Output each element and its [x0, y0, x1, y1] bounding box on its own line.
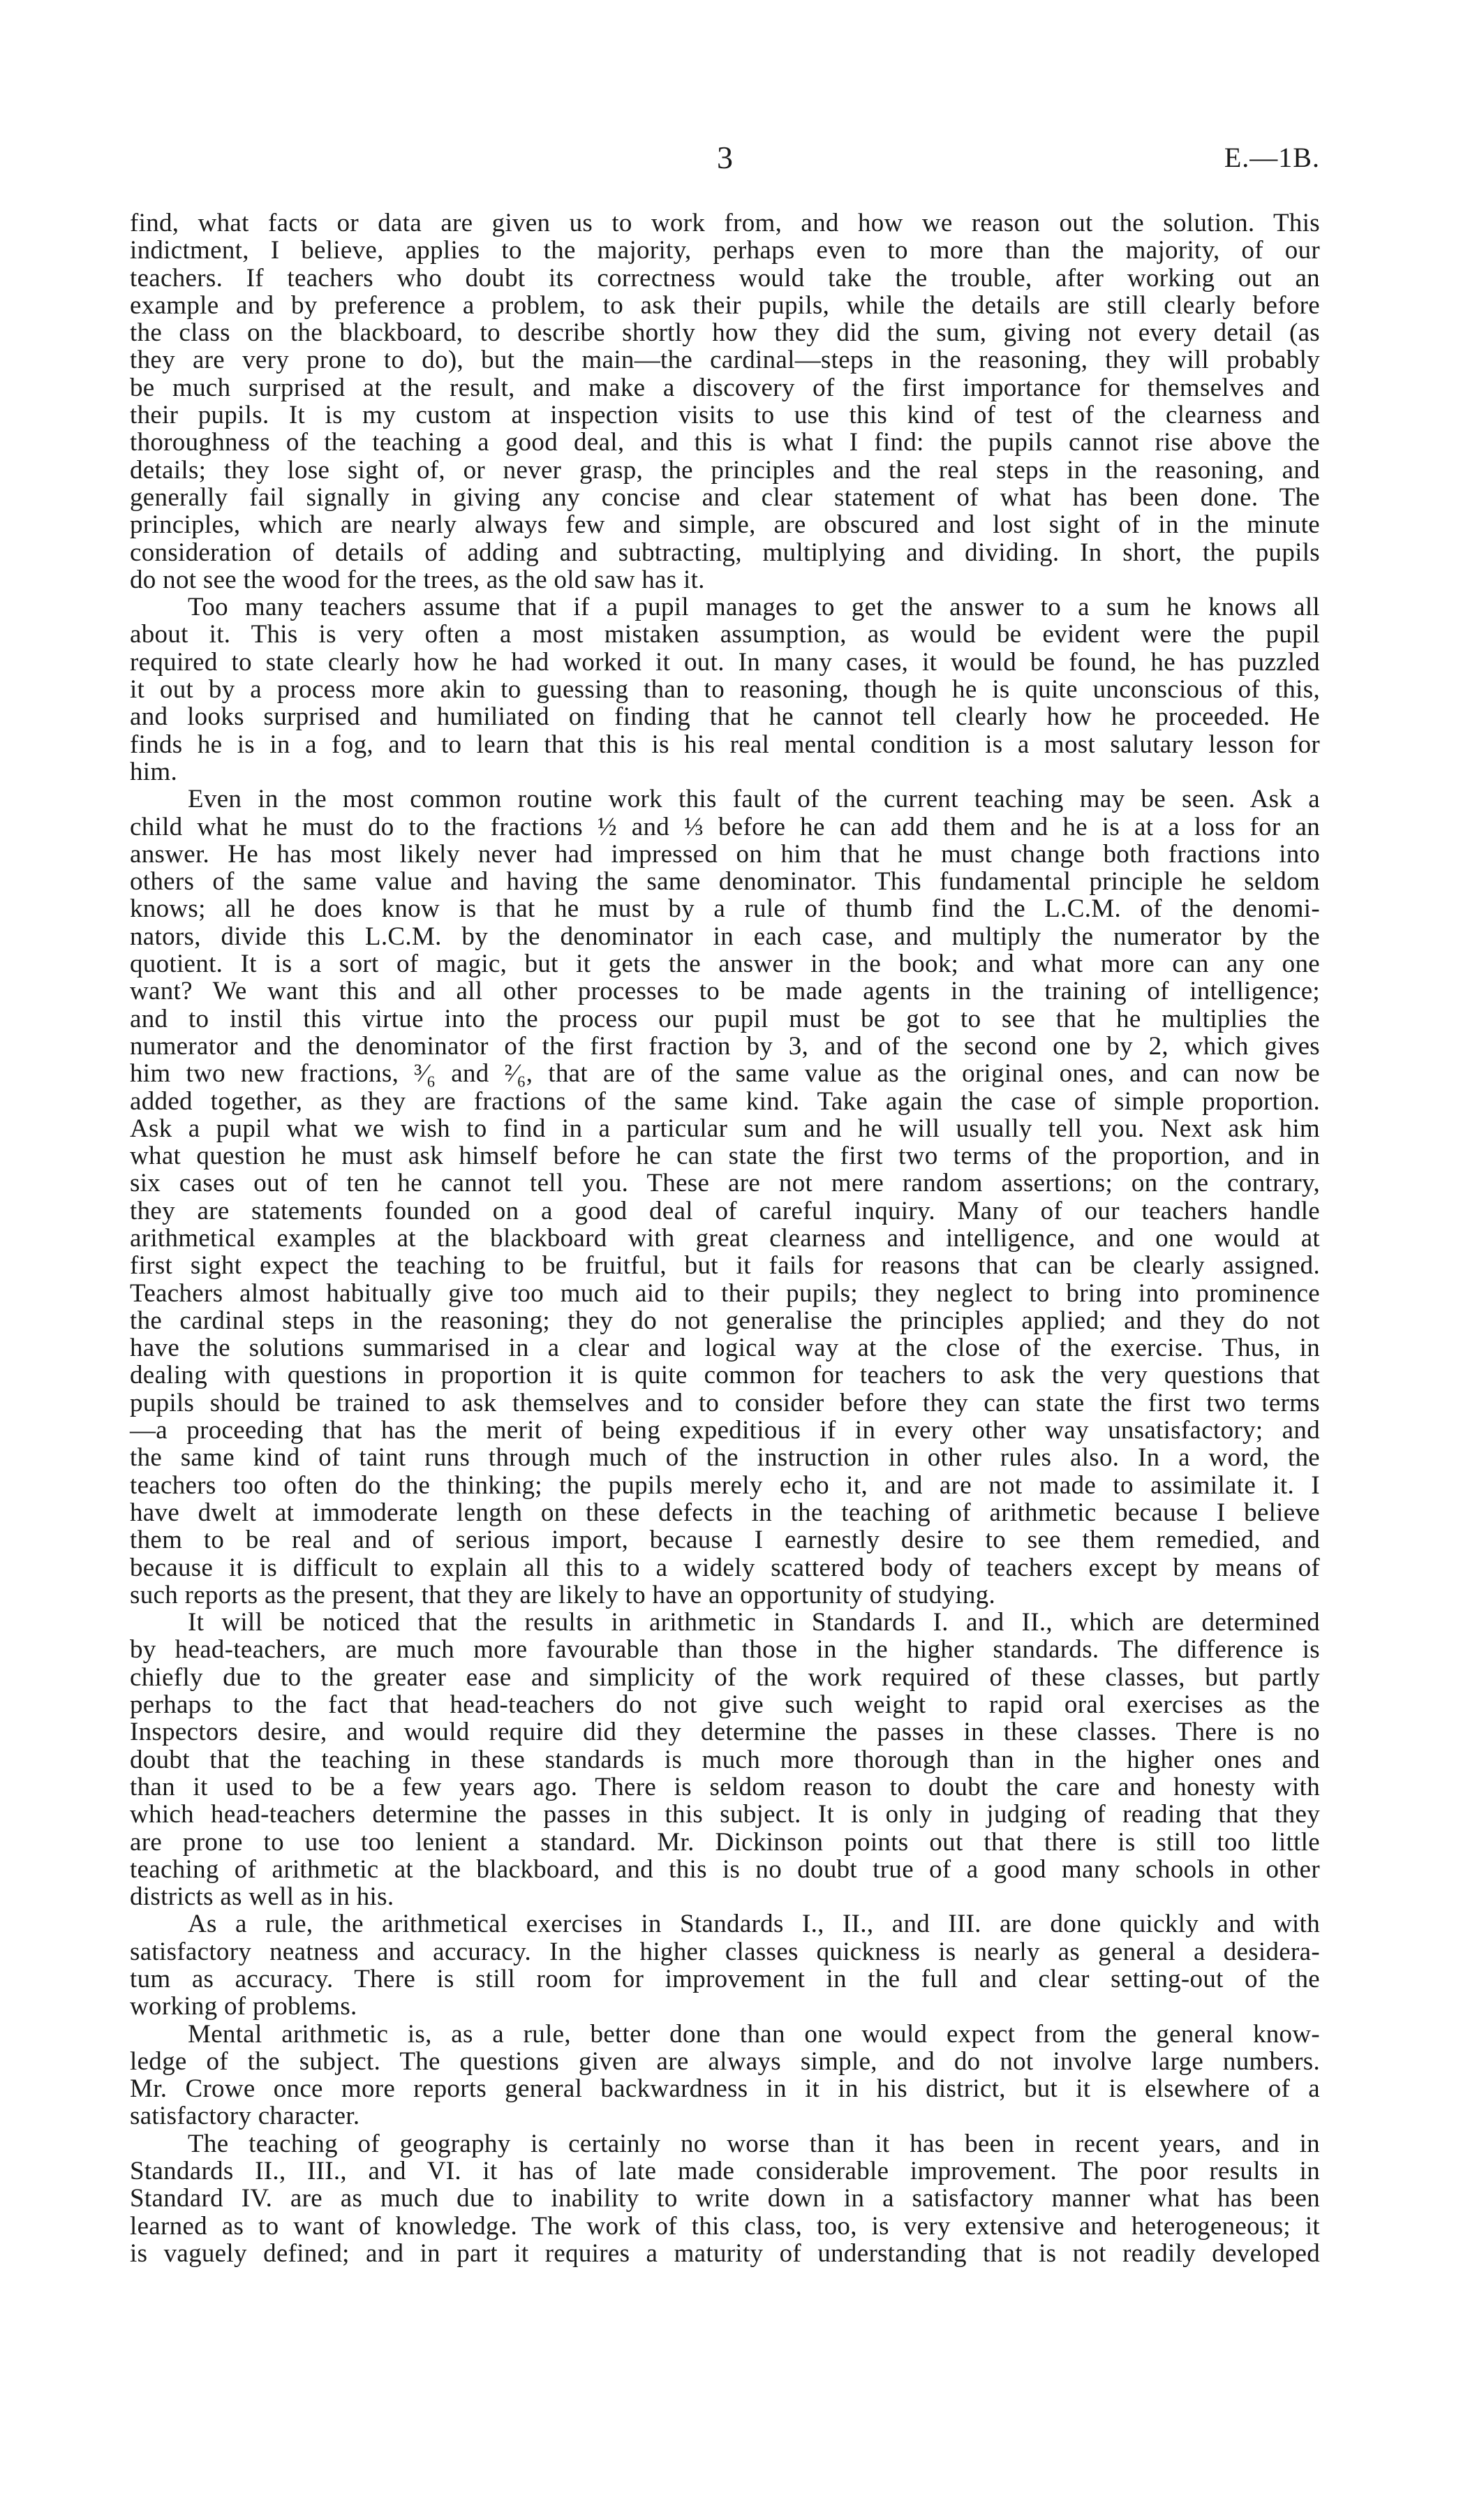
text-line: him. [130, 757, 178, 786]
text-line: learned as to want of knowledge. The work of this class, too, is very extensive and heterogeneous; it [130, 2211, 1320, 2241]
paragraph [130, 1910, 1320, 2020]
text-line: tum as accuracy. There is still room for improvement in the full and clear setting-out of the [130, 1965, 1320, 1993]
text-line: answer. He has most likely never had impressed on him that he must change both fractions into [130, 839, 1320, 869]
text-line: As a rule, the arithmetical exercises in Standards I., II., and III. are done quickly and with [188, 1910, 1320, 1939]
text-line: consideration of details of adding and subtracting, multiplying and dividing. In short, the pupils [130, 538, 1320, 567]
text-line: finds he is in a fog, and to learn that this is his real mental condition is a most salutary lesson for [130, 730, 1320, 759]
text-line: have the solutions summarised in a clear and logical way at the close of the exercise. Thus, in [130, 1334, 1320, 1363]
text-line: satisfactory neatness and accuracy. In the higher classes quickness is nearly as general a desidera- [130, 1937, 1320, 1966]
text-line: teachers. If teachers who doubt its correctness would take the trouble, after working out an [130, 263, 1320, 293]
text-line: child what he must do to the fractions ½ and ⅓ before he can add them and he is at a loss for an [130, 812, 1320, 841]
text-line: arithmetical examples at the blackboard with great clearness and intelligence, and one would at [130, 1223, 1320, 1253]
text-line: it out by a process more akin to guessing than to reasoning, though he is quite unconscious of this, [130, 675, 1320, 705]
text-line: Standards II., III., and VI. it has of late made considerable improvement. The poor results in [130, 2157, 1320, 2186]
text-line: nators, divide this L.C.M. by the denominator in each case, and multiply the numerator by the [130, 922, 1320, 951]
text-line: be much surprised at the result, and make a discovery of the first importance for themselves and [130, 373, 1320, 402]
text-line: Standard IV. are as much due to inability to write down in a satisfactory manner what has been [130, 2184, 1320, 2213]
text-line: added together, as they are fractions of the same kind. Take again the case of simple proportion. [130, 1086, 1320, 1116]
text-line: details; they lose sight of, or never grasp, the principles and the real steps in the reasoning, and [130, 455, 1320, 485]
text-line: Teachers almost habitually give too much aid to their pupils; they neglect to bring into prominence [130, 1278, 1320, 1308]
text-line: pupils should be trained to ask themselves and to consider before they can state the first two terms [130, 1388, 1320, 1417]
text-line: about it. This is very often a most mistaken assumption, as would be evident were the pupil [130, 620, 1320, 649]
document-reference: E.—1B. [1224, 142, 1320, 173]
text-line: ledge of the subject. The questions given are always simple, and do not involve large numbers. [130, 2046, 1320, 2076]
text-line: the same kind of taint runs through much of the instruction in other rules also. In a word, the [130, 1443, 1320, 1473]
text-line: which head-teachers determine the passes in this subject. It is only in judging of reading that they [130, 1800, 1320, 1829]
paragraph [130, 2130, 1320, 2267]
text-line: such reports as the present, that they are likely to have an opportunity of studying. [130, 1580, 996, 1609]
text-line: teaching of arithmetic at the blackboard, and this is no doubt true of a good many schools in other [130, 1854, 1320, 1884]
text-line: example and by preference a problem, to ask their pupils, while the details are still clearly before [130, 290, 1320, 320]
text-line: It will be noticed that the results in arithmetic in Standards I. and II., which are determined [188, 1608, 1320, 1637]
text-line: principles, which are nearly always few and simple, are obscured and lost sight of in the minute [130, 510, 1320, 540]
text-line: because it is difficult to explain all this to a widely scattered body of teachers except by means of [130, 1553, 1320, 1582]
text-line: the cardinal steps in the reasoning; they do not generalise the principles applied; and they do not [130, 1306, 1320, 1335]
text-line: do not see the wood for the trees, as the old saw has it. [130, 565, 705, 594]
text-line: —a proceeding that has the merit of being expeditious if in every other way unsatisfactory; and [130, 1416, 1320, 1445]
paragraph [130, 786, 1320, 1609]
text-line: is vaguely defined; and in part it requires a maturity of understanding that is not readily developed [130, 2239, 1320, 2268]
text-line: indictment, I believe, applies to the majority, perhaps even to more than the majority, of our [130, 236, 1320, 265]
text-line: Ask a pupil what we wish to find in a particular sum and he will usually tell you. Next ask him [130, 1114, 1320, 1143]
text-line: quotient. It is a sort of magic, but it gets the answer in the book; and what more can any one [130, 950, 1320, 979]
text-line: first sight expect the teaching to be fruitful, but it fails for reasons that can be clearly assigned. [130, 1251, 1320, 1281]
paragraph [130, 2021, 1320, 2130]
text-line: than it used to be a few years ago. There is seldom reason to doubt the care and honesty with [130, 1772, 1320, 1801]
text-line: have dwelt at immoderate length on these defects in the teaching of arithmetic because I believe [130, 1498, 1320, 1527]
text-line: required to state clearly how he had worked it out. In many cases, it would be found, he has puzzled [130, 647, 1320, 677]
text-line: Too many teachers assume that if a pupil manages to get the answer to a sum he knows all [188, 593, 1320, 622]
text-line: districts as well as in his. [130, 1882, 394, 1912]
text-line: six cases out of ten he cannot tell you. These are not mere random assertions; on the contrary, [130, 1169, 1320, 1198]
text-line: Inspectors desire, and would require did they determine the passes in these classes. There is no [130, 1718, 1320, 1747]
paragraph [130, 1609, 1320, 1910]
text-line: them to be real and of serious import, because I earnestly desire to see them remedied, and [130, 1526, 1320, 1555]
text-line: knows; all he does know is that he must by a rule of thumb find the L.C.M. of the denomi- [130, 894, 1320, 924]
paragraph [130, 593, 1320, 786]
text-line: they are very prone to do), but the main—the cardinal—steps in the reasoning, they will probably [130, 346, 1320, 375]
text-line: want? We want this and all other processes to be made agents in the training of intelligence; [130, 977, 1320, 1006]
text-line: find, what facts or data are given us to work from, and how we reason out the solution. This [130, 209, 1320, 237]
text-line: working of problems. [130, 1992, 357, 2021]
text-line: and to instil this virtue into the process our pupil must be got to see that he multiplies the [130, 1004, 1320, 1033]
text-line: they are statements founded on a good deal of careful inquiry. Many of our teachers handle [130, 1196, 1320, 1225]
body-text [130, 209, 1320, 2267]
page-header [130, 138, 1320, 177]
text-line: the class on the blackboard, to describe shortly how they did the sum, giving not every detail (as [130, 318, 1320, 348]
page-number: 3 [717, 140, 733, 175]
text-line: thoroughness of the teaching a good deal, and this is what I find: the pupils cannot rise above the [130, 428, 1320, 457]
text-line: doubt that the teaching in these standards is much more thorough than in the higher ones and [130, 1745, 1320, 1774]
text-line: dealing with questions in proportion it is quite common for teachers to ask the very questions that [130, 1361, 1320, 1390]
text-line: by head-teachers, are much more favourable than those in the higher standards. The difference is [130, 1635, 1320, 1665]
text-line: perhaps to the fact that head-teachers do not give such weight to rapid oral exercises as the [130, 1690, 1320, 1720]
text-line: are prone to use too lenient a standard. Mr. Dickinson points out that there is still too little [130, 1827, 1320, 1857]
text-line: Mental arithmetic is, as a rule, better done than one would expect from the general know- [188, 2019, 1320, 2049]
text-line: and looks surprised and humiliated on finding that he cannot tell clearly how he proceeded. He [130, 702, 1320, 732]
text-line: Mr. Crowe once more reports general backwardness in it in his district, but it is elsewhere of a [130, 2074, 1320, 2104]
text-line: him two new fractions, ³⁄₆ and ²⁄₆, that are of the same value as the original ones, and can now be [130, 1059, 1320, 1089]
text-line: teachers too often do the thinking; the pupils merely echo it, and are not made to assimilate it. I [130, 1470, 1320, 1500]
text-line: Even in the most common routine work this fault of the current teaching may be seen. Ask a [188, 785, 1320, 814]
text-line: satisfactory character. [130, 2102, 360, 2131]
text-line: The teaching of geography is certainly no worse than it has been in recent years, and in [188, 2129, 1320, 2158]
text-line: others of the same value and having the same denominator. This fundamental principle he seldom [130, 867, 1320, 897]
text-line: generally fail signally in giving any concise and clear statement of what has been done. The [130, 482, 1320, 512]
text-line: numerator and the denominator of the first fraction by 3, and of the second one by 2, which gives [130, 1031, 1320, 1061]
text-line: chiefly due to the greater ease and simplicity of the work required of these classes, but partly [130, 1662, 1320, 1692]
text-line: their pupils. It is my custom at inspection visits to use this kind of test of the clearness and [130, 401, 1320, 430]
text-line: what question he must ask himself before he can state the first two terms of the proportion, and in [130, 1142, 1320, 1171]
paragraph [130, 209, 1320, 593]
